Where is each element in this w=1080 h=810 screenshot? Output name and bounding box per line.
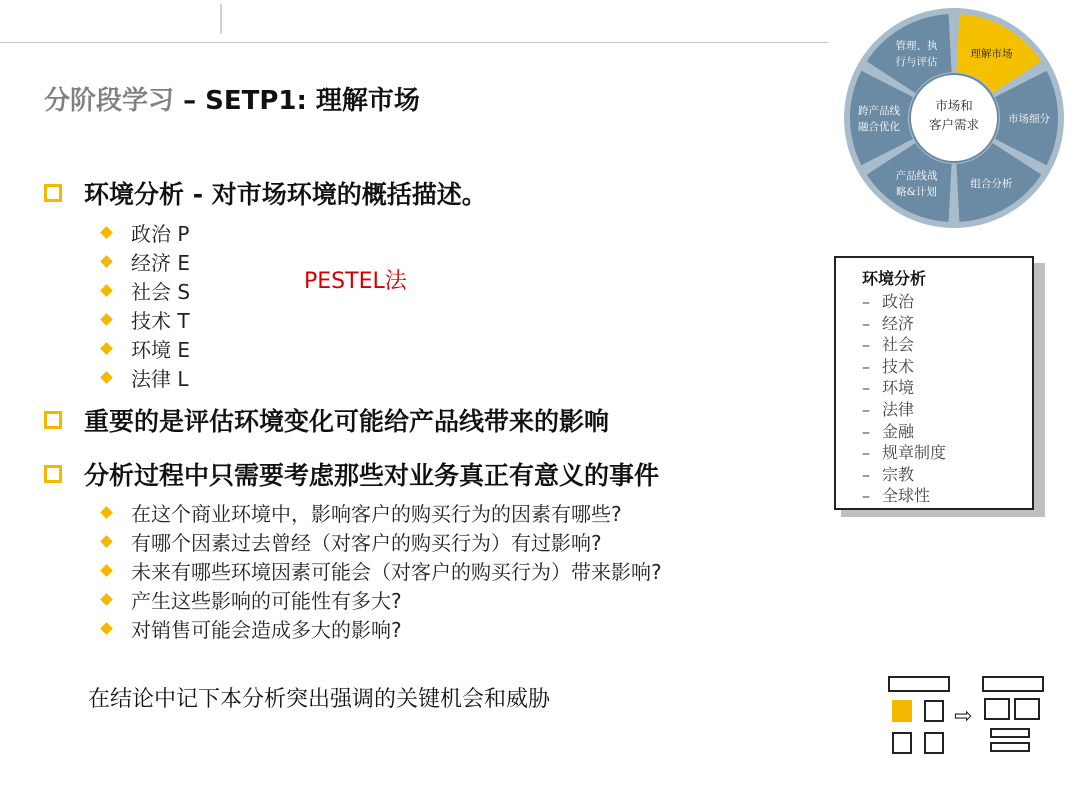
arrow-right-icon: ⇨: [954, 704, 973, 729]
sub-bullet: [100, 556, 662, 585]
thumb-box: [924, 732, 944, 754]
list-item: – 全球性: [862, 486, 931, 506]
thumb-box: [892, 732, 912, 754]
sub-bullet: [100, 247, 190, 276]
diamond-bullet-icon: [100, 284, 113, 297]
cycle-center-label: 客户需求: [928, 117, 980, 132]
sub-bullet: [100, 276, 190, 305]
thumb-box: [990, 742, 1030, 752]
title-lead: 分阶段学习: [44, 86, 175, 116]
thumb-box: [888, 676, 950, 692]
sub-bullet-text: 技术 T: [131, 309, 190, 333]
cycle-segment-label: 产品线战: [895, 169, 938, 182]
list-item: – 宗教: [862, 464, 915, 484]
bullet-text: 分析过程中只需要考虑那些对业务真正有意义的事件: [84, 461, 660, 490]
cycle-segment-label: 理解市场: [970, 48, 1013, 61]
thumb-box: [990, 728, 1030, 738]
cycle-segment-label: 管理、执: [895, 40, 938, 53]
bullet-impact-assessment: [44, 402, 609, 438]
list-item: – 环境: [862, 378, 915, 398]
sub-bullet-text: 法律 L: [131, 367, 189, 391]
square-bullet-icon: [44, 184, 62, 202]
sub-bullet-text: 政治 P: [131, 222, 190, 246]
list-item: – 经济: [862, 313, 915, 333]
cycle-segment-label: 行与评估: [895, 56, 938, 69]
framework-thumbnail-diagram: [884, 672, 1054, 762]
title-main: – SETP1: 理解市场: [174, 86, 420, 116]
sub-bullet: [100, 305, 190, 334]
sub-bullet-text: 环境 E: [131, 338, 190, 362]
diamond-bullet-icon: [100, 506, 113, 519]
square-bullet-icon: [44, 411, 62, 429]
conclusion-text: 在结论中记下本分析突出强调的关键机会和威胁: [88, 687, 551, 712]
page-title: [44, 80, 420, 117]
sub-bullet: [100, 614, 402, 643]
diamond-bullet-icon: [100, 371, 113, 384]
list-item: – 政治: [862, 292, 915, 311]
sub-bullet-text: 有哪个因素过去曾经（对客户的购买行为）有过影响?: [131, 531, 602, 555]
environment-factor-list: [834, 256, 1034, 510]
square-bullet-icon: [44, 465, 62, 483]
bullet-text: 重要的是评估环境变化可能给产品线带来的影响: [84, 407, 610, 436]
sub-bullet: [100, 334, 190, 363]
pestel-note: PESTEL法: [304, 269, 407, 294]
diamond-bullet-icon: [100, 255, 113, 268]
sub-bullet-text: 产生这些影响的可能性有多大?: [131, 589, 402, 613]
sub-bullet: [100, 585, 402, 614]
sub-bullet: [100, 363, 189, 392]
list-item: – 技术: [862, 356, 915, 376]
diamond-bullet-icon: [100, 535, 113, 548]
sub-bullet-text: 经济 E: [131, 251, 190, 275]
cycle-segment-label: 市场细分: [1008, 113, 1050, 125]
thumb-box: [982, 676, 1044, 692]
list-item: – 规章制度: [862, 443, 947, 463]
bullet-relevant-events: [44, 456, 659, 492]
diamond-bullet-icon: [100, 226, 113, 239]
cycle-center-label: 市场和: [935, 98, 973, 113]
sub-bullet: [100, 527, 602, 556]
thumb-box: [1014, 698, 1040, 720]
sub-bullet: [100, 498, 622, 527]
cycle-segment-label: 跨产品线: [858, 105, 900, 117]
list-heading: 环境分析: [862, 269, 927, 288]
thumb-box: [984, 698, 1010, 720]
bullet-text: 环境分析 - 对市场环境的概括描述。: [84, 180, 487, 209]
list-item: – 金融: [862, 421, 915, 441]
sub-bullet-text: 在这个商业环境中，影响客户的购买行为的因素有哪些?: [131, 502, 622, 526]
diamond-bullet-icon: [100, 593, 113, 606]
header-separator-mark: [220, 4, 222, 34]
bullet-environment-analysis: [44, 175, 487, 211]
process-cycle-diagram: [838, 0, 1068, 240]
list-item: – 法律: [862, 399, 915, 419]
diamond-bullet-icon: [100, 342, 113, 355]
cycle-segment-label: 融合优化: [858, 121, 900, 133]
list-item: – 社会: [862, 335, 915, 355]
diamond-bullet-icon: [100, 313, 113, 326]
sub-bullet-text: 未来有哪些环境因素可能会（对客户的购买行为）带来影响?: [131, 560, 662, 584]
diamond-bullet-icon: [100, 564, 113, 577]
cycle-segment-label: 组合分析: [970, 177, 1013, 190]
sub-bullet: [100, 218, 189, 247]
header-rule: [0, 42, 828, 43]
sub-bullet-text: 对销售可能会造成多大的影响?: [131, 618, 402, 642]
sub-bullet-text: 社会 S: [131, 280, 191, 304]
thumb-box: [924, 700, 944, 722]
thumb-box-highlighted: [892, 700, 912, 722]
cycle-segment-label: 略&计划: [896, 185, 937, 198]
diamond-bullet-icon: [100, 622, 113, 635]
